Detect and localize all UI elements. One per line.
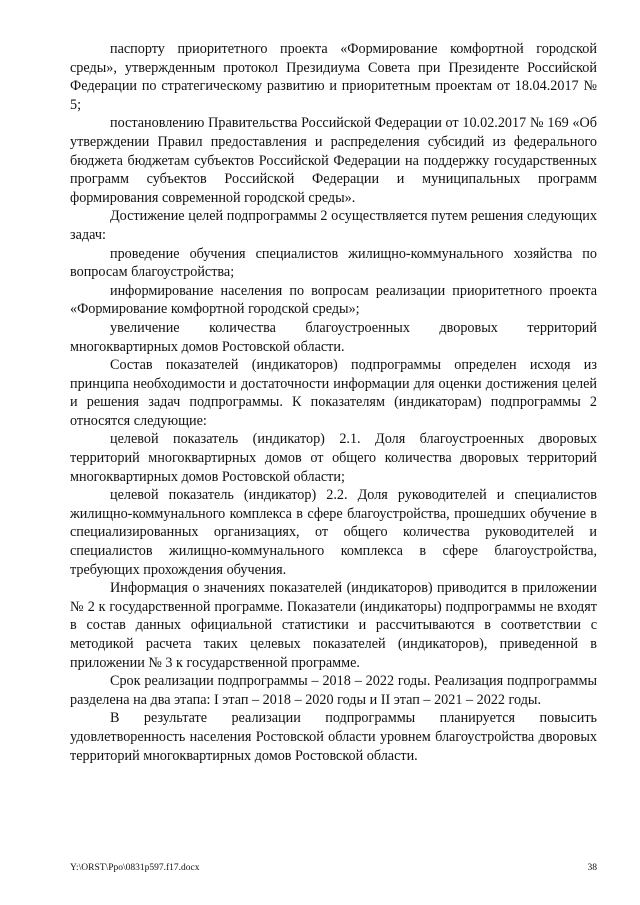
paragraph-2: постановлению Правительства Российской Федерации от 10.02.2017 № 169 «Об утверждении Правил предоставления и распределения субсидий из федерального бюджета бюджетам субъектов Российской Федерации на поддержку государственных программ субъектов Российской Федерации и муниципальных программ формирования современной городской среды». — [70, 115, 597, 206]
paragraph-7: Состав показателей (индикаторов) подпрограммы определен исходя из принципа необходимости и достаточности информации для оценки достижения целей и решения задач подпрограммы. К показателям (индикаторам) подпрограммы 2 относятся следующие: — [70, 357, 597, 429]
page-number: 38 — [587, 863, 597, 873]
paragraph-10: Информация о значениях показателей (индикаторов) приводится в приложении № 2 к государственной программе. Показатели (индикаторы) подпрограммы не входят в состав данных официальной статистики и рассчитываются в соответствии с методикой расчета таких целевых показателей (индикаторов), приведенной в приложении № 3 к государственной программе. — [70, 580, 597, 671]
paragraph-11: Срок реализации подпрограммы – 2018 – 2022 годы. Реализация подпрограммы разделена на два этапа: I этап – 2018 – 2020 годы и II этап – 2021 – 2022 годы. — [70, 673, 597, 708]
paragraph-5: информирование населения по вопросам реализации приоритетного проекта «Формирование комфортной городской среды»; — [70, 282, 597, 318]
paragraph-4: проведение обучения специалистов жилищно-коммунального хозяйства по вопросам благоустройства; — [70, 245, 597, 281]
paragraph-9: целевой показатель (индикатор) 2.2. Доля руководителей и специалистов жилищно-коммунального комплекса в сфере благоустройства, прошедших обучение в специализированных организациях, от общего количества руководителей и специалистов жилищно-коммунального комплекса в сфере благоустройства, требующих прохождения обучения. — [70, 487, 597, 578]
paragraph-1: паспорту приоритетного проекта «Формирование комфортной городской среды», утвержденным протокол Президиума Совета при Президенте Российской Федерации по стратегическому развитию и приоритетным проектам от 18.04.2017 № 5; — [70, 41, 597, 113]
paragraph-8: целевой показатель (индикатор) 2.1. Доля благоустроенных дворовых территорий многоквартирных домов от общего количества дворовых территорий многоквартирных домов Ростовской области; — [70, 431, 597, 485]
paragraph-6: увеличение количества благоустроенных дворовых территорий многоквартирных домов Ростовской области. — [70, 319, 597, 355]
file-path: Y:\ORST\Ppo\0831p597.f17.docx — [70, 863, 200, 873]
paragraph-3: Достижение целей подпрограммы 2 осуществляется путем решения следующих задач: — [70, 208, 597, 243]
page-footer — [70, 861, 597, 875]
document-body — [70, 40, 597, 765]
paragraph-12: В результате реализации подпрограммы планируется повысить удовлетворенность населения Ростовской области уровнем благоустройства дворовых территорий многоквартирных домов Ростовской области. — [70, 710, 597, 764]
